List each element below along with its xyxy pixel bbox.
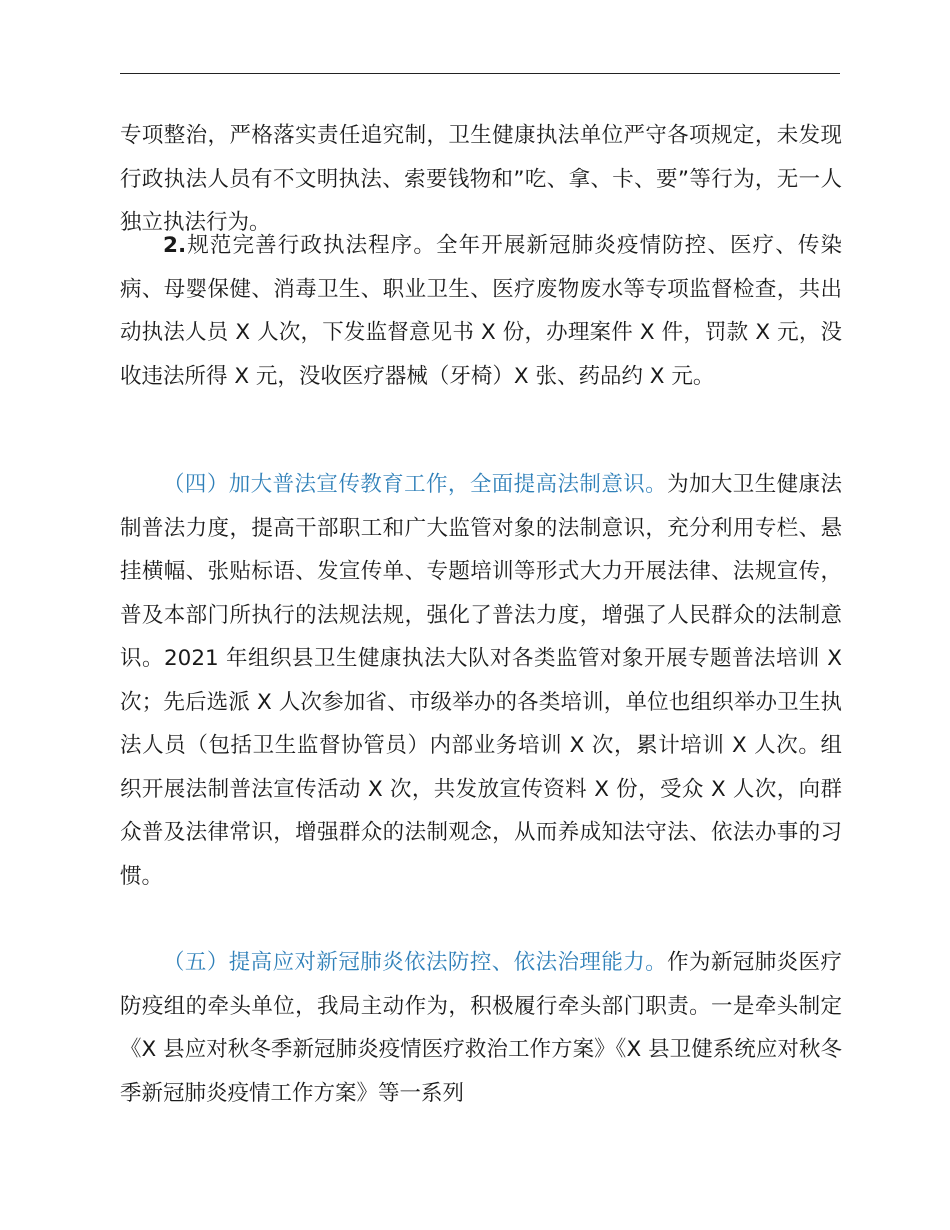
paragraph-text: 为加大卫生健康法制普法力度，提高干部职工和广大监管对象的法制意识，充分利用专栏、悬挂横幅、张贴标语、发宣传单、专题培训等形式大力开展法律、法规宣传，普及本部门所执行的法规法规，强化了普法力度，增强了人民群众的法制意识。2021 年组织县卫生健康执法大队对各类监管对象开展专题普法培训 X 次；先后选派 X 人次参加省、市级举办的各类培训，单位也组织举办卫生执法人员（包括卫生监督协管员）内部业务培训 X 次，累计培训 X 人次。组织开展法制普法宣传活动 X 次，共发放宣传资料 X 份，受众 X 人次，向群众普及法律常识，增强群众的法制观念，从而养成知法守法、依法办事的习惯。 <box>120 472 842 889</box>
paragraph-enforcement-procedure <box>120 224 842 398</box>
section-heading-5: （五）提高应对新冠肺炎依法防控、依法治理能力。 <box>163 950 668 975</box>
paragraph-legal-education <box>120 463 842 898</box>
item-number: 2. <box>163 233 187 258</box>
paragraph-text: 作为新冠肺炎医疗防疫组的牵头单位，我局主动作为，积极履行牵头部门职责。一是牵头制定《X 县应对秋冬季新冠肺炎疫情医疗救治工作方案》《X 县卫健系统应对秋冬季新冠肺炎疫情工作方案》等一系列 <box>120 950 842 1106</box>
section-heading-4: （四）加大普法宣传教育工作，全面提高法制意识。 <box>163 472 668 497</box>
paragraph-text: 专项整治，严格落实责任追究制，卫生健康执法单位严守各项规定，未发现行政执法人员有不文明执法、索要钱物和”吃、拿、卡、要”等行为，无一人独立执法行为。 <box>120 123 842 235</box>
header-rule <box>120 73 840 74</box>
paragraph-covid-response <box>120 941 842 1115</box>
paragraph-text: 规范完善行政执法程序。全年开展新冠肺炎疫情防控、医疗、传染病、母婴保健、消毒卫生、职业卫生、医疗废物废水等专项监督检查，共出动执法人员 X 人次，下发监督意见书 X 份，办理案件 X 件，罚款 X 元，没收违法所得 X 元，没收医疗器械（牙椅）X 张、药品约 X 元。 <box>120 233 842 389</box>
